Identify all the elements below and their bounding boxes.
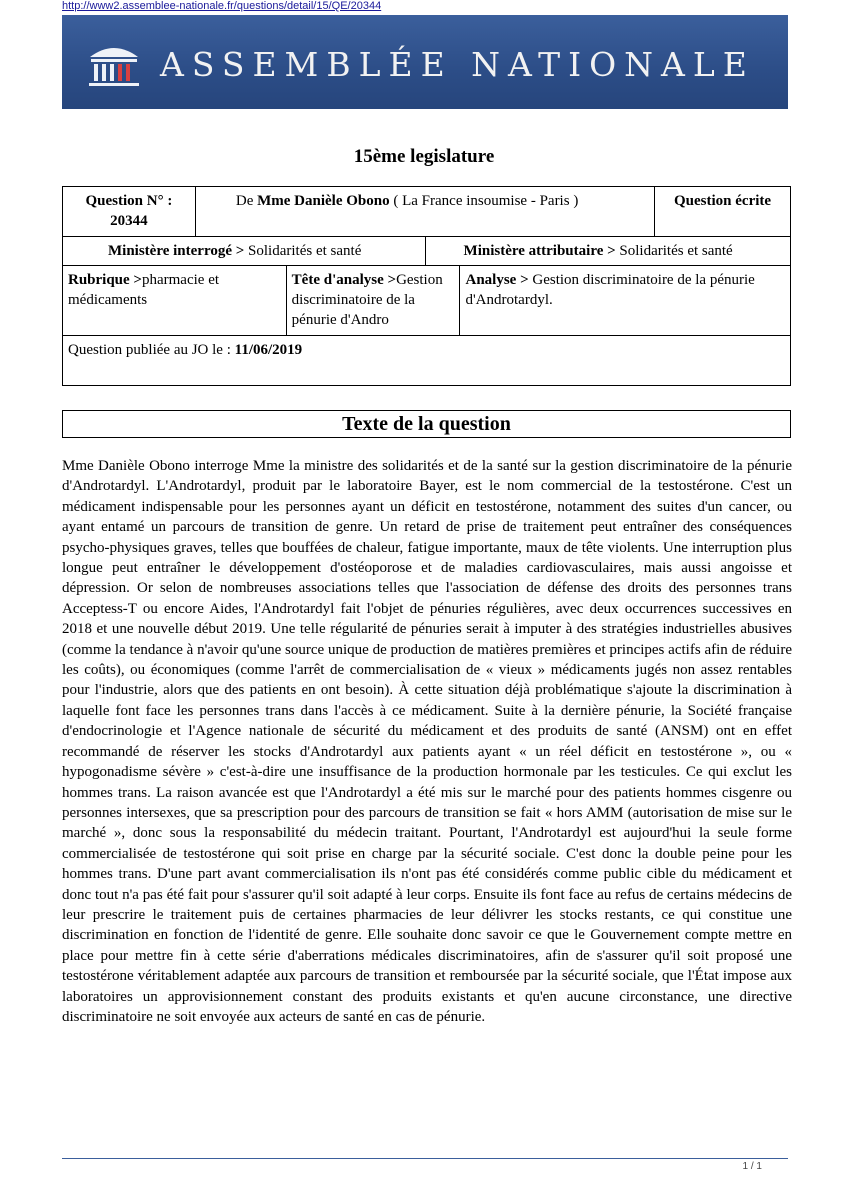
footer-divider <box>62 1158 788 1159</box>
analyse-cell <box>460 266 791 336</box>
ministere-interroge-label: Ministère interrogé > <box>108 243 245 259</box>
author-prefix: De <box>235 193 254 209</box>
publication-cell <box>63 336 791 386</box>
question-body-text: Mme Danièle Obono interroge Mme la ministre des solidarités et de la santé sur la gestion discriminatoire de la pénurie d'Androtardyl. L'Androtardyl, produit par le laboratoire Bayer, est le nom commercial de la testostérone. C'est un médicament indispensable pour les personnes ayant un déficit en testostérone, notamment des suites d'un cancer, ou ayant entamé un parcours de transition de genre. Un retard de prise de traitement peut entraîner des conséquences psycho-physiques graves, telles que bouffées de chaleur, fatigue importante, maux de tête violents. Une interruption plus longue peut entraîner le développement d'ostéoporose et de maladies cardiovasculaires, mais aussi angoisse et dépression. Or selon de nombreuses associations telles que l'association de défense des droits des personnes trans Acceptess-T ou encore Aides, l'Androtardyl fait l'objet de pénuries régulières, avec deux occurrences successives en 2018 et une nouvelle début 2019. Une telle régularité de pénuries serait à imputer à des stratégies industrielles abusives (comme la tendance à n'avoir qu'une source unique de production de matières premières et principes actifs afin de réduire les coûts), ou économiques (comme l'arrêt de commercialisation de « vieux » médicaments jugés non assez rentables pour l'industrie, alors que des patients en ont besoin). À cette situation déjà problématique s'ajoute la discrimination à laquelle font face les personnes trans dans l'accès à ce médicament. Suite à la dernière pénurie, la Société française d'endocrinologie et l'Agence nationale de sécurité du médicament et des produits de santé (ANSM) ont en effet recommandé de réserver les stocks d'Androtardyl aux patients ayant « un réel déficit en testostérone », ou « hypogonadisme sévère » c'est-à-dire une insuffisance de la production hormonale par les testicules. Ce qui exclut les hommes trans. La raison avancée est que l'Androtardyl a été mis sur le marché pour des patients hommes cisgenre ou personnes intersexes, que sa prescription pour des parcours de transition se fait « hors AMM (autorisation de mise sur le marché », donc sous la responsabilité du médecin traitant. Pourtant, l'Androtardyl est aujourd'hui la seule forme commercialisée de testostérone qui soit prise en charge par la sécurité sociale. C'est donc la double peine pour les hommes trans. D'une part avant commercialisation ils n'ont pas été considérés comme public cible du médicament et donc tout n'a pas été fait pour s'assurer qu'il soit adapté à leur corps. Ensuite ils font face au refus de certains médecins de leur prescrire le traitement puis de certaines pharmacies de leur délivrer les stocks restants, ce qui constitue une discrimination en fonction de l'identité de genre. Elle souhaite donc savoir ce que le Gouvernement compte mettre en place pour mettre fin à cette série d'aberrations médicales discriminatoires, afin de s'assurer qu'il soit proposé une testostérone véritablement adaptée aux parcours de transition et remboursée par la sécurité sociale, que l'État impose aux laboratoires un approvisionnement constant des produits existants et qu'en aucune circonstance, une directive discriminatoire ne soit envoyée aux acteurs de santé en cas de pénurie. <box>62 458 792 1025</box>
rubrique-cell <box>63 266 287 336</box>
analyse-value: Gestion discriminatoire de la pénurie d'Androtardyl. <box>465 272 755 308</box>
ministere-attributaire-cell <box>425 237 790 266</box>
hemicycle-logo-icon <box>86 37 142 89</box>
question-author-cell <box>195 187 654 237</box>
ministere-interroge-cell <box>63 237 426 266</box>
question-metadata-table <box>62 186 791 386</box>
ministere-interroge-value: Solidarités et santé <box>248 243 362 259</box>
analyse-label: Analyse > <box>465 272 529 288</box>
rubrique-value: pharmacie et médicaments <box>68 272 220 308</box>
publication-date: 11/06/2019 <box>234 342 303 358</box>
header-banner <box>62 15 788 109</box>
page-number: 1 / 1 <box>742 1161 762 1172</box>
ministere-attributaire-value: Solidarités et santé <box>619 243 733 259</box>
legislature-heading: 15ème legislature <box>353 146 495 167</box>
question-number: 20344 <box>110 213 148 229</box>
rubrique-label: Rubrique > <box>68 272 142 288</box>
question-number-label: Question N° : <box>85 193 173 209</box>
question-number-cell <box>63 187 196 237</box>
question-type-cell <box>655 187 791 237</box>
question-text-heading: Texte de la question <box>62 410 791 438</box>
tete-analyse-cell <box>286 266 460 336</box>
question-type: Question écrite <box>674 193 772 209</box>
author-name: Mme Danièle Obono <box>257 193 390 209</box>
ministere-attributaire-label: Ministère attributaire > <box>463 243 616 259</box>
publication-label: Question publiée au JO le : <box>68 342 231 358</box>
author-group: ( La France insoumise - Paris ) <box>393 193 579 209</box>
source-url-link[interactable]: http://www2.assemblee-nationale.fr/questions/detail/15/QE/20344 <box>62 0 382 12</box>
tete-analyse-value: Gestion discriminatoire de la pénurie d'Andro <box>291 272 443 328</box>
assembly-title: ASSEMBLÉE NATIONALE <box>160 45 755 84</box>
tete-analyse-label: Tête d'analyse > <box>291 272 397 288</box>
